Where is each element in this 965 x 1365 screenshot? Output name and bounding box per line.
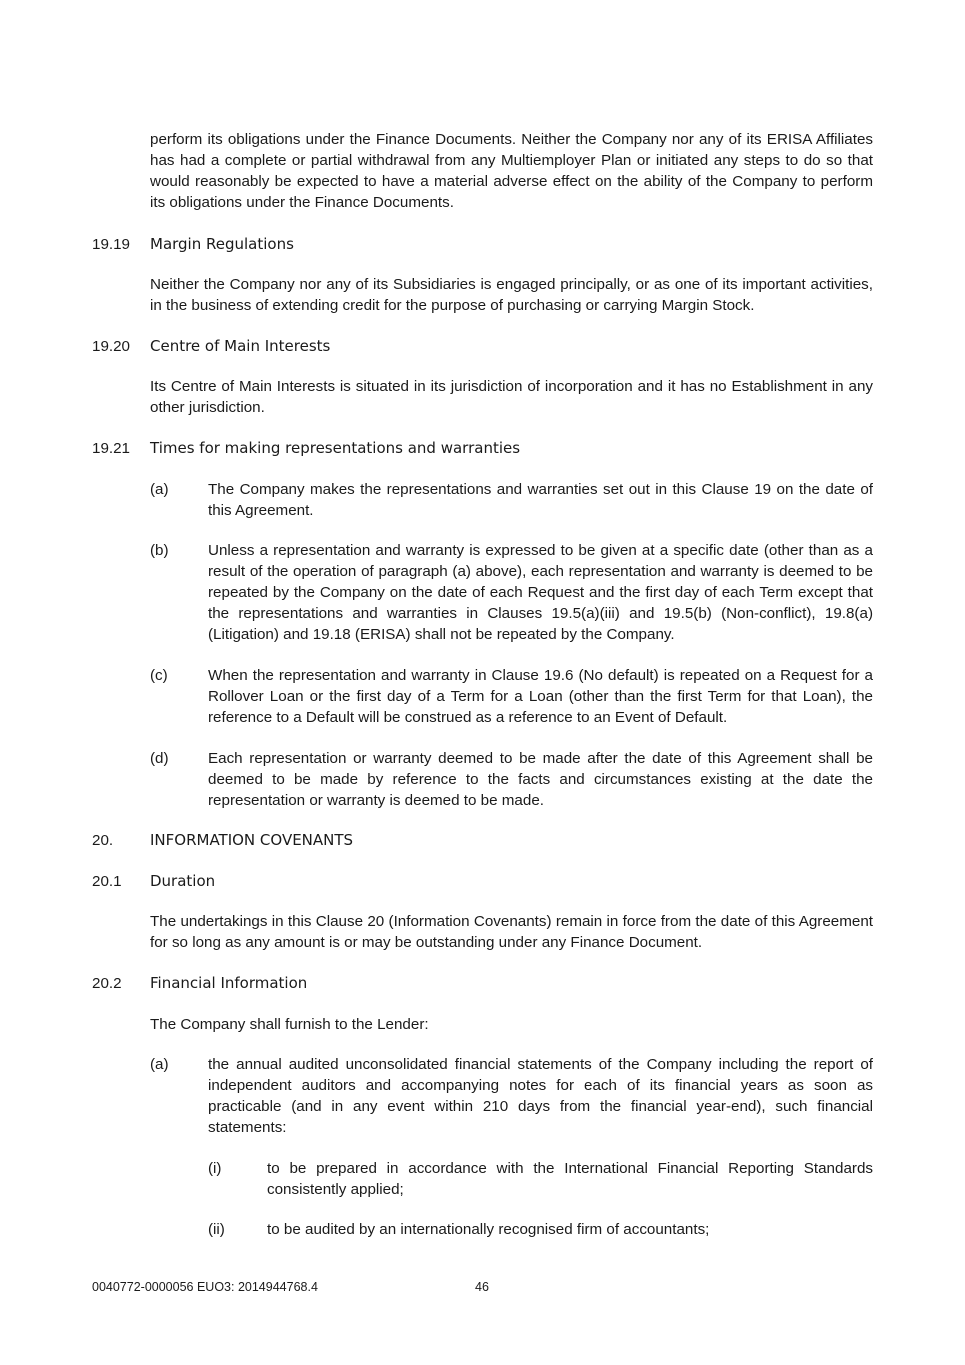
item-label: (c) <box>150 667 168 684</box>
intro-paragraph: perform its obligations under the Finance Documents. Neither the Company nor any of its ERISA Affiliates has had a complete or partial withdrawal from any Multiemployer Plan or initiated any steps to do so that would reasonably be expected to have a material adverse effect on the ability of the Company to perform its obligations under the Finance Documents. <box>150 131 873 211</box>
clause-number-20-2: 20.2 <box>92 975 122 992</box>
clause-number-20-1: 20.1 <box>92 873 122 890</box>
clause-heading-19-19: Margin Regulations <box>150 235 294 253</box>
item-label: (d) <box>150 750 169 767</box>
clause-text-19-19: Neither the Company nor any of its Subsidiaries is engaged principally, or as one of its important activities, in the business of extending credit for the purpose of purchasing or carrying Margin Stock. <box>150 276 873 314</box>
item-label: (a) <box>150 481 169 498</box>
item-text: The Company makes the representations and warranties set out in this Clause 19 on the date of this Agreement. <box>208 481 873 519</box>
clause-number-19-19: 19.19 <box>92 236 131 253</box>
item-text: Each representation or warranty deemed to be made after the date of this Agreement shall be deemed to be made by reference to the facts and circumstances existing at the date the representation or warranty is deemed to be made. <box>208 750 873 809</box>
clause-text-19-20: Its Centre of Main Interests is situated in its jurisdiction of incorporation and it has no Establishment in any other jurisdiction. <box>150 378 873 416</box>
subitem-text: to be prepared in accordance with the International Financial Reporting Standards consistently applied; <box>267 1160 873 1198</box>
item-text: Unless a representation and warranty is expressed to be given at a specific date (other than as a result of the operation of paragraph (a) above), each representation and warranty is deemed to be repeated by the Company on the date of each Request and the first day of each Term except that the representations and warranties in Clauses 19.5(a)(iii) and 19.5(b) (Non-conflict), 19.8(a) (Litigation) and 19.18 (ERISA) shall not be repeated by the Company. <box>208 542 873 643</box>
clause-heading-20-2: Financial Information <box>150 974 308 992</box>
clause-heading-19-21: Times for making representations and warranties <box>150 439 521 457</box>
clause-text-20-1: The undertakings in this Clause 20 (Information Covenants) remain in force from the date of this Agreement for so long as any amount is or may be outstanding under any Finance Document. <box>150 913 873 951</box>
item-label: (b) <box>150 542 169 559</box>
item-text: the annual audited unconsolidated financial statements of the Company including the report of independent auditors and accompanying notes for each of its financial years as soon as practicable (and in any event within 210 days from the financial year-end), such financial statements: <box>208 1056 873 1136</box>
clause-intro-20-2: The Company shall furnish to the Lender: <box>150 1016 429 1033</box>
subitem-label: (ii) <box>208 1221 225 1238</box>
clause-number-19-20: 19.20 <box>92 338 131 355</box>
footer-doc-reference: 0040772-0000056 EUO3: 2014944768.4 <box>92 1280 318 1294</box>
clause-heading-20-1: Duration <box>150 872 216 890</box>
item-text: When the representation and warranty in Clause 19.6 (No default) is repeated on a Request for a Rollover Loan or the first day of a Term for a Loan (other than the first Term for that Loan), the reference to a Default will be construed as a reference to an Event of Default. <box>208 667 873 726</box>
subitem-text: to be audited by an internationally recognised firm of accountants; <box>267 1221 710 1238</box>
clause-number-20: 20. <box>92 832 114 849</box>
clause-number-19-21: 19.21 <box>92 440 131 457</box>
page-number: 46 <box>475 1280 489 1294</box>
item-label: (a) <box>150 1056 169 1073</box>
clause-heading-19-20: Centre of Main Interests <box>150 337 331 355</box>
subitem-label: (i) <box>208 1160 222 1177</box>
section-heading-20: INFORMATION COVENANTS <box>150 831 354 849</box>
